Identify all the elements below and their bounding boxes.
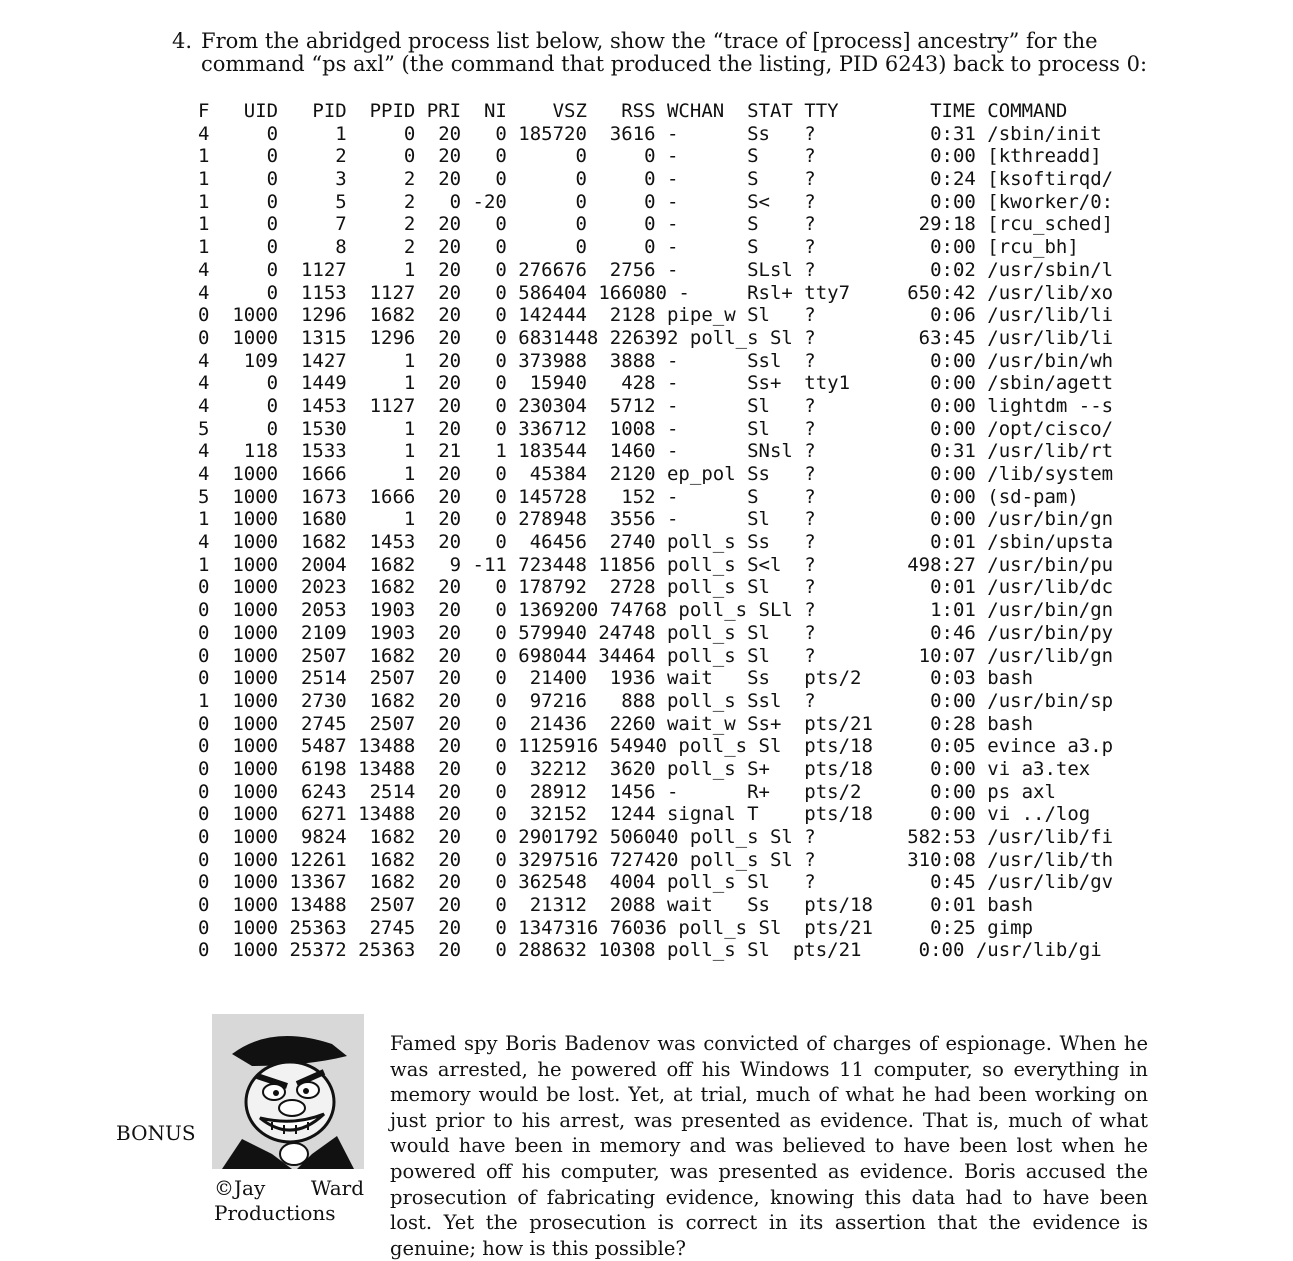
process-row: 1 0 7 2 20 0 0 0 - S ? 29:18 [rcu_sched]: [198, 213, 1114, 236]
process-row: 0 1000 2745 2507 20 0 21436 2260 wait_w Ss+ pts/21 0:28 bash: [198, 712, 1034, 735]
process-row: 4 0 1127 1 20 0 276676 2756 - SLsl ? 0:02 /usr/sbin/l: [198, 258, 1114, 281]
process-row: 5 1000 1673 1666 20 0 145728 152 - S ? 0:00 (sd-pam): [198, 485, 1079, 508]
process-row: 1 0 3 2 20 0 0 0 - S ? 0:24 [ksoftirqd/: [198, 168, 1114, 191]
process-row: 4 0 1153 1127 20 0 586404 166080 - Rsl+ tty7 650:42 /usr/lib/xo: [198, 281, 1114, 304]
process-row: 0 1000 13488 2507 20 0 21312 2088 wait Ss pts/18 0:01 bash: [198, 894, 1034, 917]
process-row: 4 1000 1666 1 20 0 45384 2120 ep_pol Ss ? 0:00 /lib/system: [198, 463, 1114, 485]
bonus-label: BONUS: [116, 1121, 196, 1145]
process-row: 1 0 5 2 0 -20 0 0 - S< ? 0:00 [kworker/0:: [198, 190, 1114, 213]
process-row: 4 0 1449 1 20 0 15940 428 - Ss+ tty1 0:00 /sbin/agett: [198, 372, 1114, 395]
process-row: 4 118 1533 1 21 1 183544 1460 - SNsl ? 0:31 /usr/lib/rt: [198, 440, 1114, 463]
process-row: 5 0 1530 1 20 0 336712 1008 - Sl ? 0:00 /opt/cisco/: [198, 417, 1114, 440]
process-row: 0 1000 9824 1682 20 0 2901792 506040 poll_s Sl ? 582:53 /usr/lib/fi: [198, 826, 1114, 848]
process-row: 0 1000 6243 2514 20 0 28912 1456 - R+ pts/2 0:00 ps axl: [198, 780, 1056, 803]
process-row: 1 1000 1680 1 20 0 278948 3556 - Sl ? 0:00 /usr/bin/gn: [198, 508, 1114, 531]
process-row: 4 0 1 0 20 0 185720 3616 - Ss ? 0:31 /sbin/init: [198, 122, 1102, 145]
process-row: 0 1000 2053 1903 20 0 1369200 74768 poll_s SLl ? 1:01 /usr/bin/gn: [198, 599, 1114, 622]
process-listing-header: F UID PID PPID PRI NI VSZ RSS WCHAN STAT TTY TIME COMMAND: [198, 100, 1068, 122]
process-row: 1 1000 2730 1682 20 0 97216 888 poll_s Ssl ? 0:00 /usr/bin/sp: [198, 689, 1114, 712]
image-credit: [214, 1176, 364, 1226]
process-row: 1 0 2 0 20 0 0 0 - S ? 0:00 [kthreadd]: [198, 145, 1102, 168]
process-row: 0 1000 25372 25363 20 0 288632 10308 poll_s Sl pts/21 0:00 /usr/lib/gi: [198, 939, 1102, 962]
bonus-question-text: Famed spy Boris Badenov was convicted of charges of espionage. When he was arrested, he powered off his Windows 11 computer, so everything in memory would be lost. Yet, at trial, much of what he had been working on just prior to his arrest, was presented as evidence. That is, much of what would have been in memory and was believed to have been lost when he powered off his computer, was presented as evidence. Boris accused the prosecution of fabricating evidence, knowing this data had to have been lost. Yet the prosecution is correct in its assertion that the evidence is genuine; how is this possible?: [390, 1032, 1148, 1260]
process-row: 0 1000 12261 1682 20 0 3297516 727420 poll_s Sl ? 310:08 /usr/lib/th: [198, 848, 1114, 871]
process-listing: [198, 100, 1113, 962]
question-number: 4.: [172, 29, 193, 53]
credit-name: Ward: [310, 1176, 364, 1200]
process-row: 0 1000 6198 13488 20 0 32212 3620 poll_s S+ pts/18 0:00 vi a3.tex: [198, 757, 1091, 780]
credit-copyright: ©Jay: [214, 1176, 266, 1200]
process-row: 0 1000 2507 1682 20 0 698044 34464 poll_s Sl ? 10:07 /usr/lib/gn: [198, 644, 1114, 667]
process-row: 4 1000 1682 1453 20 0 46456 2740 poll_s Ss ? 0:01 /sbin/upsta: [198, 531, 1114, 554]
process-row: 0 1000 25363 2745 20 0 1347316 76036 poll_s Sl pts/21 0:25 gimp: [198, 916, 1034, 939]
process-row: 1 0 8 2 20 0 0 0 - S ? 0:00 [rcu_bh]: [198, 236, 1079, 259]
process-row: 0 1000 2514 2507 20 0 21400 1936 wait Ss pts/2 0:03 bash: [198, 667, 1034, 690]
process-row: 0 1000 1315 1296 20 0 6831448 226392 poll_s Sl ? 63:45 /usr/lib/li: [198, 326, 1114, 349]
boris-badenov-cartoon: [212, 1014, 364, 1169]
process-row: 1 1000 2004 1682 9 -11 723448 11856 poll_s S<l ? 498:27 /usr/bin/pu: [198, 553, 1114, 576]
process-row: 0 1000 13367 1682 20 0 362548 4004 poll_s Sl ? 0:45 /usr/lib/gv: [198, 871, 1114, 894]
question-text: From the abridged process list below, show the “trace of [process] ancestry” for the command “ps axl” (the command that produced the listing, PID 6243) back to process 0:: [201, 29, 1148, 76]
process-row: 0 1000 1296 1682 20 0 142444 2128 pipe_w Sl ? 0:06 /usr/lib/li: [198, 304, 1114, 327]
process-row: 4 109 1427 1 20 0 373988 3888 - Ssl ? 0:00 /usr/bin/wh: [198, 349, 1114, 372]
process-row: 0 1000 5487 13488 20 0 1125916 54940 poll_s Sl pts/18 0:05 evince a3.p: [198, 735, 1114, 758]
process-row: 0 1000 2109 1903 20 0 579940 24748 poll_s Sl ? 0:46 /usr/bin/py: [198, 621, 1114, 644]
process-row: 0 1000 6271 13488 20 0 32152 1244 signal T pts/18 0:00 vi ../log: [198, 803, 1091, 826]
process-row: 4 0 1453 1127 20 0 230304 5712 - Sl ? 0:00 lightdm --s: [198, 394, 1114, 417]
process-row: 0 1000 2023 1682 20 0 178792 2728 poll_s Sl ? 0:01 /usr/lib/dc: [198, 576, 1114, 599]
credit-company: Productions: [214, 1201, 336, 1225]
